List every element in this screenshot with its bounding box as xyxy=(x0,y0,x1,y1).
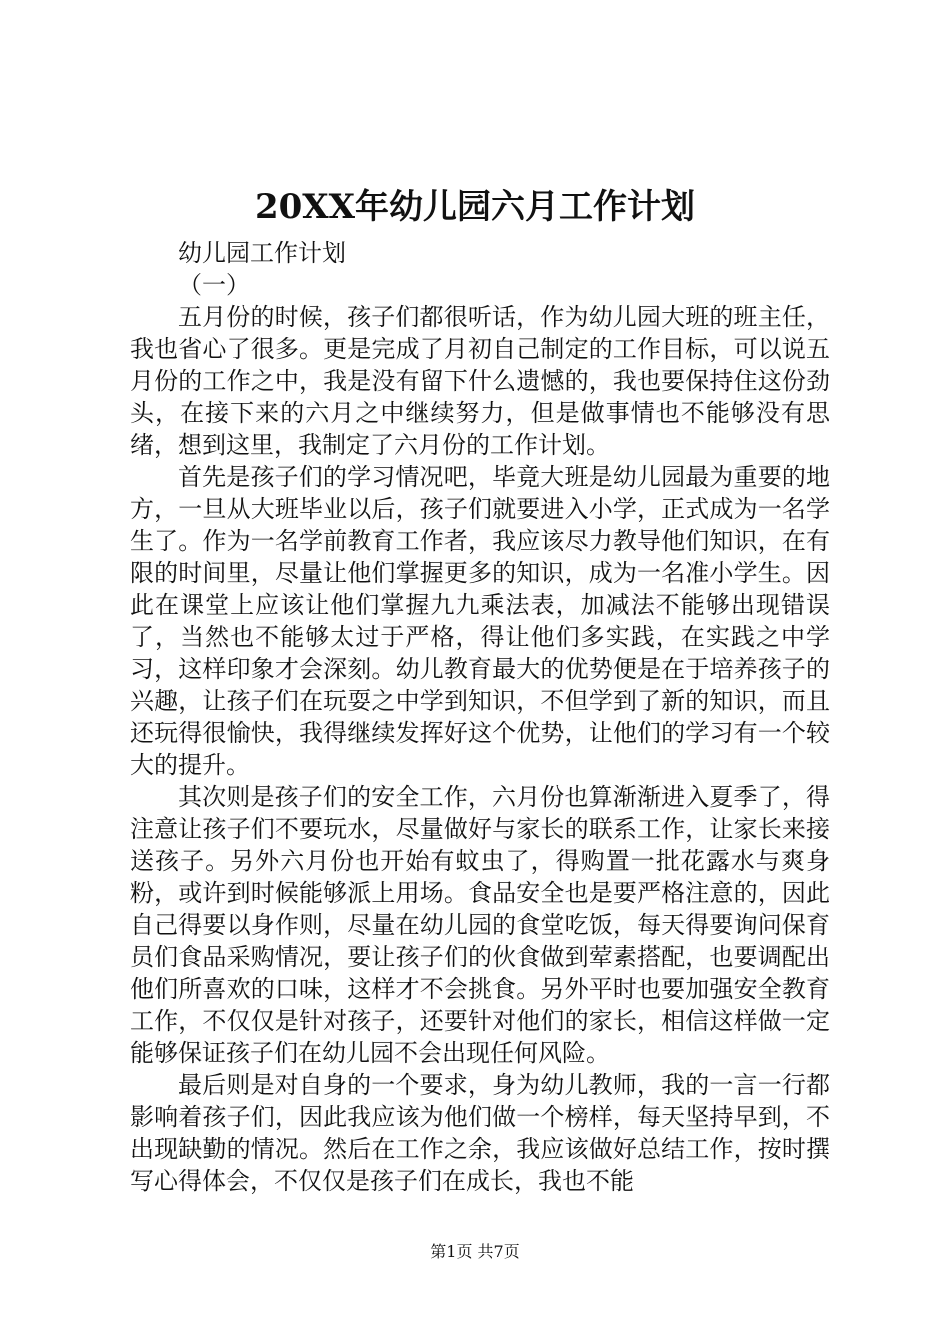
section-marker: （一） xyxy=(178,271,250,299)
paragraph-4: 最后则是对自身的一个要求，身为幼儿教师，我的一言一行都影响着孩子们，因此我应该为他们做一个榜样，每天坚持早到，不出现缺勤的情况。然后在工作之余，我应该做好总结工作，按时撰写心得体会，不仅仅是孩子们在成长，我也不能 xyxy=(130,1071,830,1195)
paragraph-1: 五月份的时候，孩子们都很听话，作为幼儿园大班的班主任，我也省心了很多。更是完成了月初自己制定的工作目标，可以说五月份的工作之中，我是没有留下什么遗憾的，我也要保持住这份劲头，在接下来的六月之中继续努力，但是做事情也不能够没有思绪，想到这里，我制定了六月份的工作计划。 xyxy=(130,303,830,459)
document-subtitle: 幼儿园工作计划 xyxy=(178,239,346,267)
document-title: 20XX年幼儿园六月工作计划 xyxy=(254,187,696,227)
paragraph-3: 其次则是孩子们的安全工作，六月份也算渐渐进入夏季了，得注意让孩子们不要玩水，尽量做好与家长的联系工作，让家长来接送孩子。另外六月份也开始有蚊虫了，得购置一批花露水与爽身粉，或许到时候能够派上用场。食品安全也是要严格注意的，因此自己得要以身作则，尽量在幼儿园的食堂吃饭，每天得要询问保育员们食品采购情况，要让孩子们的伙食做到荤素搭配，也要调配出他们所喜欢的口味，这样才不会挑食。另外平时也要加强安全教育工作，不仅仅是针对孩子，还要针对他们的家长，相信这样做一定能够保证孩子们在幼儿园不会出现任何风险。 xyxy=(130,783,830,1067)
paragraph-2: 首先是孩子们的学习情况吧，毕竟大班是幼儿园最为重要的地方，一旦从大班毕业以后，孩子们就要进入小学，正式成为一名学生了。作为一名学前教育工作者，我应该尽力教导他们知识，在有限的时间里，尽量让他们掌握更多的知识，成为一名准小学生。因此在课堂上应该让他们掌握九九乘法表，加减法不能够出现错误了，当然也不能够太过于严格，得让他们多实践，在实践之中学习，这样印象才会深刻。幼儿教育最大的优势便是在于培养孩子的兴趣，让孩子们在玩耍之中学到知识，不但学到了新的知识，而且还玩得很愉快，我得继续发挥好这个优势，让他们的学习有一个较大的提升。 xyxy=(130,463,830,779)
document-body xyxy=(130,237,830,1197)
page-number-footer: 第1页 共7页 xyxy=(430,1242,520,1261)
